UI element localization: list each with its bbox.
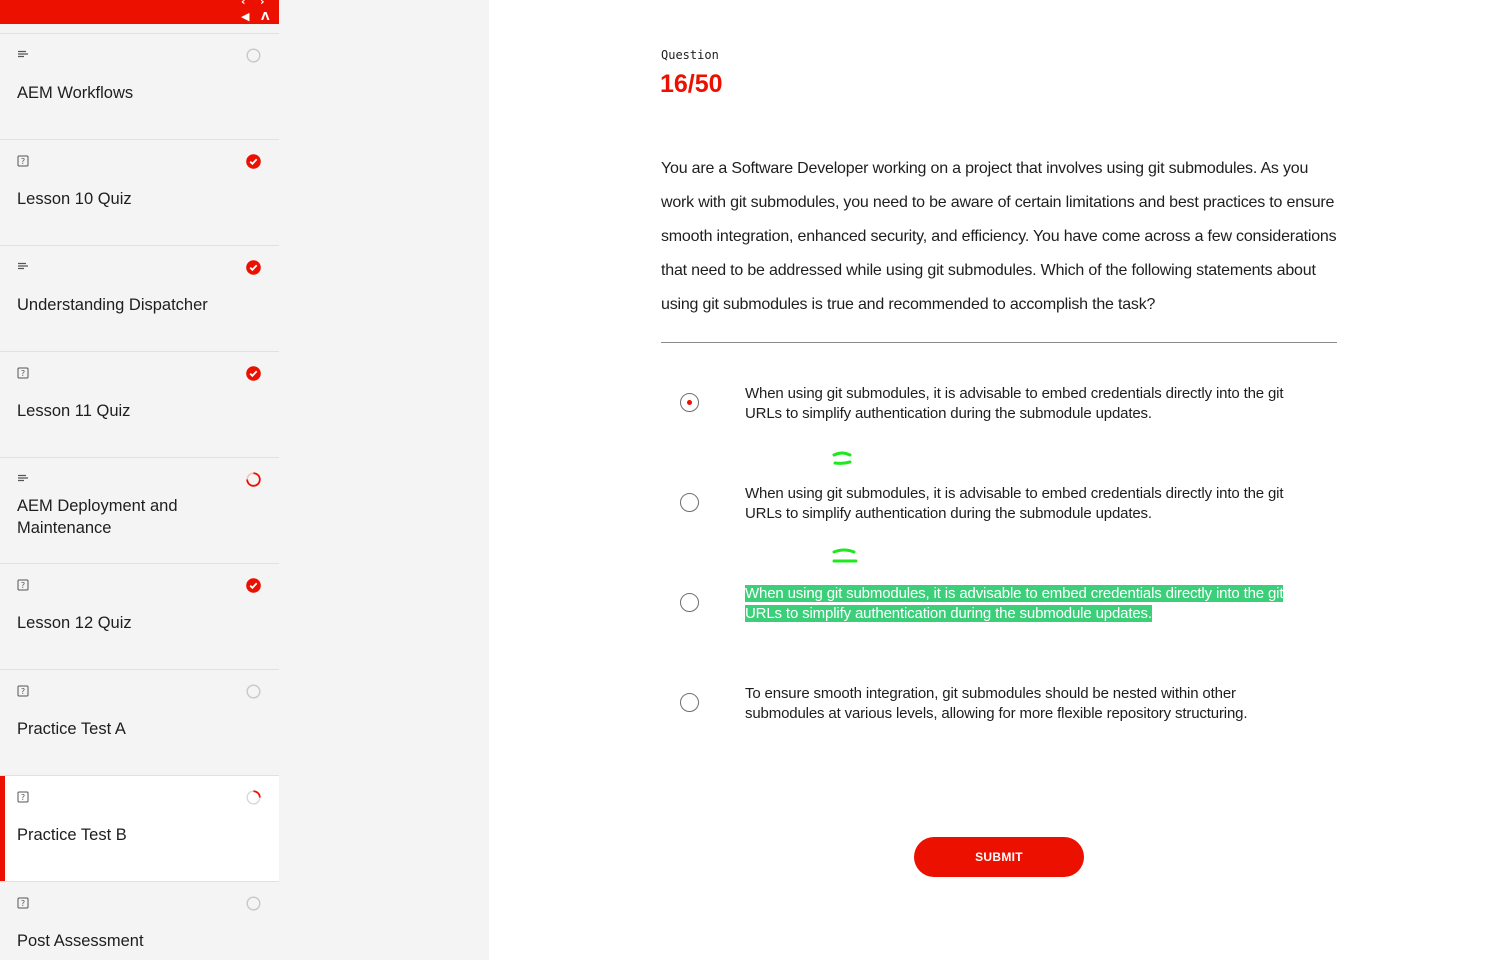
answer-text: When using git submodules, it is advisable to embed credentials directly into the git URLs to simplify authentication during the submodule updates. bbox=[745, 485, 1284, 522]
quiz-icon bbox=[17, 579, 29, 591]
answer-option[interactable] bbox=[661, 674, 1361, 734]
sidebar-expand-icon[interactable]: › bbox=[260, 0, 265, 8]
sidebar-header-bar bbox=[0, 0, 279, 24]
answer-radio[interactable] bbox=[680, 493, 699, 512]
sidebar-item-practice-test-b[interactable] bbox=[0, 775, 279, 881]
answer-option[interactable] bbox=[661, 374, 1361, 434]
answer-radio[interactable] bbox=[680, 593, 699, 612]
not-started-icon bbox=[246, 684, 261, 699]
course-sidebar bbox=[0, 0, 279, 960]
answer-text: When using git submodules, it is advisable to embed credentials directly into the git URLs to simplify authentication during the submodule updates. bbox=[745, 385, 1284, 422]
sidebar-item-lesson-10-quiz[interactable] bbox=[0, 139, 279, 245]
sidebar-prev-icon[interactable]: ◀ bbox=[241, 10, 250, 23]
sidebar-item-lesson-11-quiz[interactable] bbox=[0, 351, 279, 457]
svg-text:?: ? bbox=[20, 687, 26, 696]
quiz-icon bbox=[17, 155, 29, 167]
lesson-list bbox=[0, 33, 279, 960]
answer-option[interactable] bbox=[661, 574, 1361, 634]
sidebar-item-label: Lesson 12 Quiz bbox=[17, 614, 132, 632]
in-progress-icon bbox=[246, 790, 261, 805]
sidebar-item-label: AEM Workflows bbox=[17, 84, 134, 102]
svg-text:?: ? bbox=[20, 793, 26, 802]
answer-text-highlighted bbox=[745, 584, 1305, 624]
completed-icon bbox=[246, 154, 261, 169]
quiz-icon bbox=[17, 791, 29, 803]
sidebar-item-lesson-12-quiz[interactable] bbox=[0, 563, 279, 669]
svg-text:?: ? bbox=[20, 369, 26, 378]
completed-icon bbox=[246, 366, 261, 381]
quiz-icon bbox=[17, 897, 29, 909]
annotation-mark-icon bbox=[831, 546, 859, 566]
sidebar-item-post-assessment[interactable] bbox=[0, 881, 279, 960]
submit-button[interactable]: SUBMIT bbox=[914, 837, 1084, 877]
answer-radio[interactable] bbox=[680, 393, 699, 412]
sidebar-item-label: Post Assessment bbox=[17, 932, 144, 950]
not-started-icon bbox=[246, 896, 261, 911]
sidebar-collapse-icon[interactable]: ‹ bbox=[241, 0, 246, 8]
answer-text: To ensure smooth integration, git submodules should be nested within other submodules at various levels, allowing for more flexible repository structuring. bbox=[745, 685, 1248, 722]
sidebar-item-label: Lesson 11 Quiz bbox=[17, 402, 131, 420]
lesson-icon bbox=[17, 261, 29, 273]
quiz-icon bbox=[17, 367, 29, 379]
sidebar-up-icon[interactable]: Λ bbox=[261, 10, 270, 23]
lesson-icon bbox=[17, 473, 29, 485]
sidebar-item-label: Lesson 10 Quiz bbox=[17, 190, 132, 208]
sidebar-item-understanding-dispatcher[interactable] bbox=[0, 245, 279, 351]
svg-text:?: ? bbox=[20, 899, 26, 908]
question-counter: 16/50 bbox=[660, 70, 723, 98]
in-progress-icon bbox=[246, 472, 261, 487]
answer-radio[interactable] bbox=[680, 693, 699, 712]
sidebar-item-label: Practice Test A bbox=[17, 720, 126, 738]
sidebar-item-label: Understanding Dispatcher bbox=[17, 296, 208, 314]
question-divider bbox=[661, 342, 1337, 343]
answer-option[interactable] bbox=[661, 474, 1361, 534]
question-text: You are a Software Developer working on a project that involves using git submodules. As you work with git submodules, you need to be aware of certain limitations and best practices to ensure smooth integration, enhanced security, and efficiency. You have come across a few considerations that need to be addressed while using git submodules. Which of the following statements about using git submodules is true and recommended to accomplish the task? bbox=[661, 160, 1337, 313]
sidebar-item-label: AEM Deployment and Maintenance bbox=[17, 497, 178, 537]
highlighted-selection: When using git submodules, it is advisable to embed credentials directly into the git URLs to simplify authentication during the submodule updates. bbox=[745, 585, 1284, 622]
svg-text:?: ? bbox=[20, 157, 26, 166]
svg-text:?: ? bbox=[20, 581, 26, 590]
completed-icon bbox=[246, 578, 261, 593]
sidebar-item-aem-workflows[interactable] bbox=[0, 33, 279, 139]
sidebar-item-practice-test-a[interactable] bbox=[0, 669, 279, 775]
not-started-icon bbox=[246, 48, 261, 63]
sidebar-item-label: Practice Test B bbox=[17, 826, 127, 844]
quiz-icon bbox=[17, 685, 29, 697]
question-label: Question bbox=[661, 48, 719, 62]
completed-icon bbox=[246, 260, 261, 275]
annotation-mark-icon bbox=[831, 450, 855, 468]
lesson-icon bbox=[17, 49, 29, 61]
quiz-panel bbox=[489, 0, 1492, 960]
sidebar-item-aem-deployment[interactable] bbox=[0, 457, 279, 563]
content-gutter bbox=[279, 0, 489, 960]
